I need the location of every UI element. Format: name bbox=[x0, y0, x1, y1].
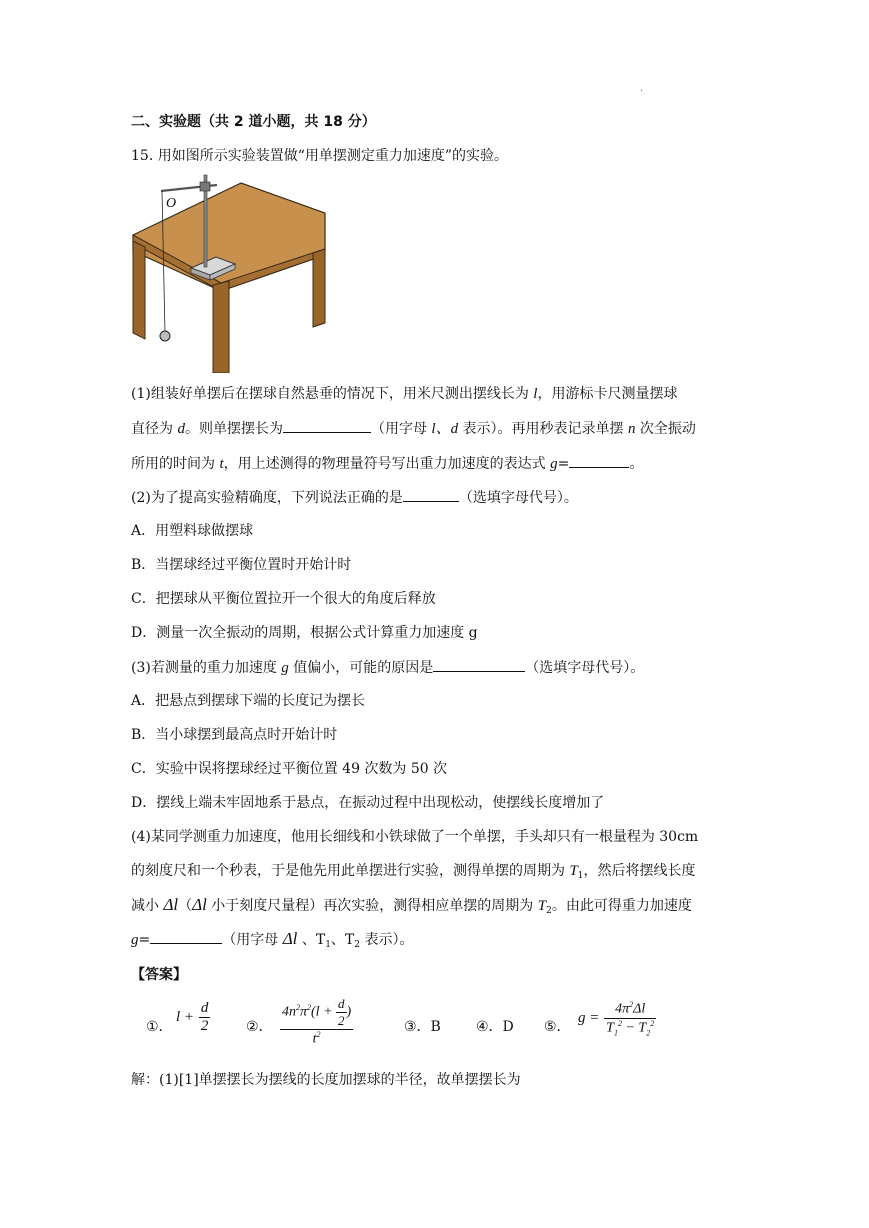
answer-blank-1[interactable] bbox=[283, 418, 371, 433]
question-15-stem: 15. 用如图所示实验装置做“用单摆测定重力加速度”的实验。 bbox=[131, 148, 509, 164]
table-leg-left bbox=[133, 241, 145, 339]
answer-1-formula: l + $\frac{d}{2}$ bbox=[176, 1000, 209, 1034]
explanation: 解：(1)[1]单摆摆长为摆线的长度加摆球的半径，故单摆摆长为 bbox=[131, 1072, 521, 1088]
table-leg-right bbox=[313, 249, 325, 327]
part4-line1: (4)某同学测重力加速度，他用长细线和小铁球做了一个单摆，手头却只有一根量程为 30cm bbox=[131, 829, 699, 845]
section-title: 二、实验题（共 2 道小题，共 18 分） bbox=[131, 114, 376, 130]
part3-option-a: A．把悬点到摆球下端的长度记为摆长 bbox=[131, 693, 366, 709]
answer-blank-4[interactable] bbox=[433, 657, 525, 672]
answer-blank-5[interactable] bbox=[150, 929, 222, 944]
answer-2-label: ②． bbox=[246, 1019, 273, 1035]
stand-clamp bbox=[200, 182, 210, 191]
pendulum-bob bbox=[160, 331, 170, 341]
part3-option-c: C．实验中误将摆球经过平衡位置 49 次数为 50 次 bbox=[131, 761, 448, 777]
stray-dot: · bbox=[640, 86, 644, 97]
answer-1-label: ①． bbox=[146, 1019, 173, 1035]
part2-option-a: A．用塑料球做摆球 bbox=[131, 523, 254, 539]
part1-line2: 直径为 d。则单摆摆长为 （用字母 l、d 表示）。再用秒表记录单摆 n 次全振动 bbox=[131, 418, 696, 439]
part1-line1: (1)组装好单摆后在摆球自然悬垂的情况下，用米尺测出摆线长为 l，用游标卡尺测量摆球 bbox=[131, 386, 678, 402]
answer-blank-2[interactable] bbox=[569, 453, 629, 468]
part4-line2: 的刻度尺和一个秒表，于是他先用此单摆进行实验，测得单摆的周期为 $T_1$，然后将摆线长度 bbox=[131, 863, 696, 881]
pivot-label: O bbox=[166, 196, 177, 211]
part3-option-d: D．摆线上端未牢固地系于悬点，在振动过程中出现松动，使摆线长度增加了 bbox=[131, 795, 605, 811]
answer-row bbox=[0, 996, 869, 1070]
part2-option-c: C．把摆球从平衡位置拉开一个很大的角度后释放 bbox=[131, 591, 436, 607]
answer-3: ③．B bbox=[404, 1019, 441, 1035]
part2-stem: (2)为了提高实验精确度，下列说法正确的是 （选填字母代号）。 bbox=[131, 487, 578, 508]
answer-blank-3[interactable] bbox=[403, 487, 459, 502]
answer-5-formula: g = $\frac{4\pi^2\Delta l}{T_1^2 - T_2^2}$ bbox=[578, 1000, 655, 1038]
answer-heading: 【答案】 bbox=[131, 967, 187, 983]
part3-option-b: B．当小球摆到最高点时开始计时 bbox=[131, 727, 338, 743]
part4-line3: 减小 Δl（Δl 小于刻度尺量程）再次实验，测得相应单摆的周期为 $T_2$。由此可得重力加速度 bbox=[131, 895, 692, 916]
pendulum-apparatus-figure bbox=[131, 173, 327, 373]
answer-2-formula: $4n^2\pi^2(l$ + $\frac{d}{2}$ ) $t^2$ bbox=[282, 996, 352, 1047]
answer-4: ④．D bbox=[476, 1019, 514, 1035]
answer-5-label: ⑤． bbox=[544, 1019, 571, 1035]
part3-stem: (3)若测量的重力加速度 g 值偏小，可能的原因是 （选填字母代号）。 bbox=[131, 657, 644, 678]
part2-option-b: B．当摆球经过平衡位置时开始计时 bbox=[131, 557, 352, 573]
table-leg-front bbox=[213, 281, 229, 373]
part2-option-d: D．测量一次全振动的周期，根据公式计算重力加速度 g bbox=[131, 625, 478, 641]
part4-line4: g= （用字母 Δl 、$T_1$、$T_2$ 表示）。 bbox=[131, 929, 414, 950]
part1-line3: 所用的时间为 t，用上述测得的物理量符号写出重力加速度的表达式 g= 。 bbox=[131, 453, 643, 474]
